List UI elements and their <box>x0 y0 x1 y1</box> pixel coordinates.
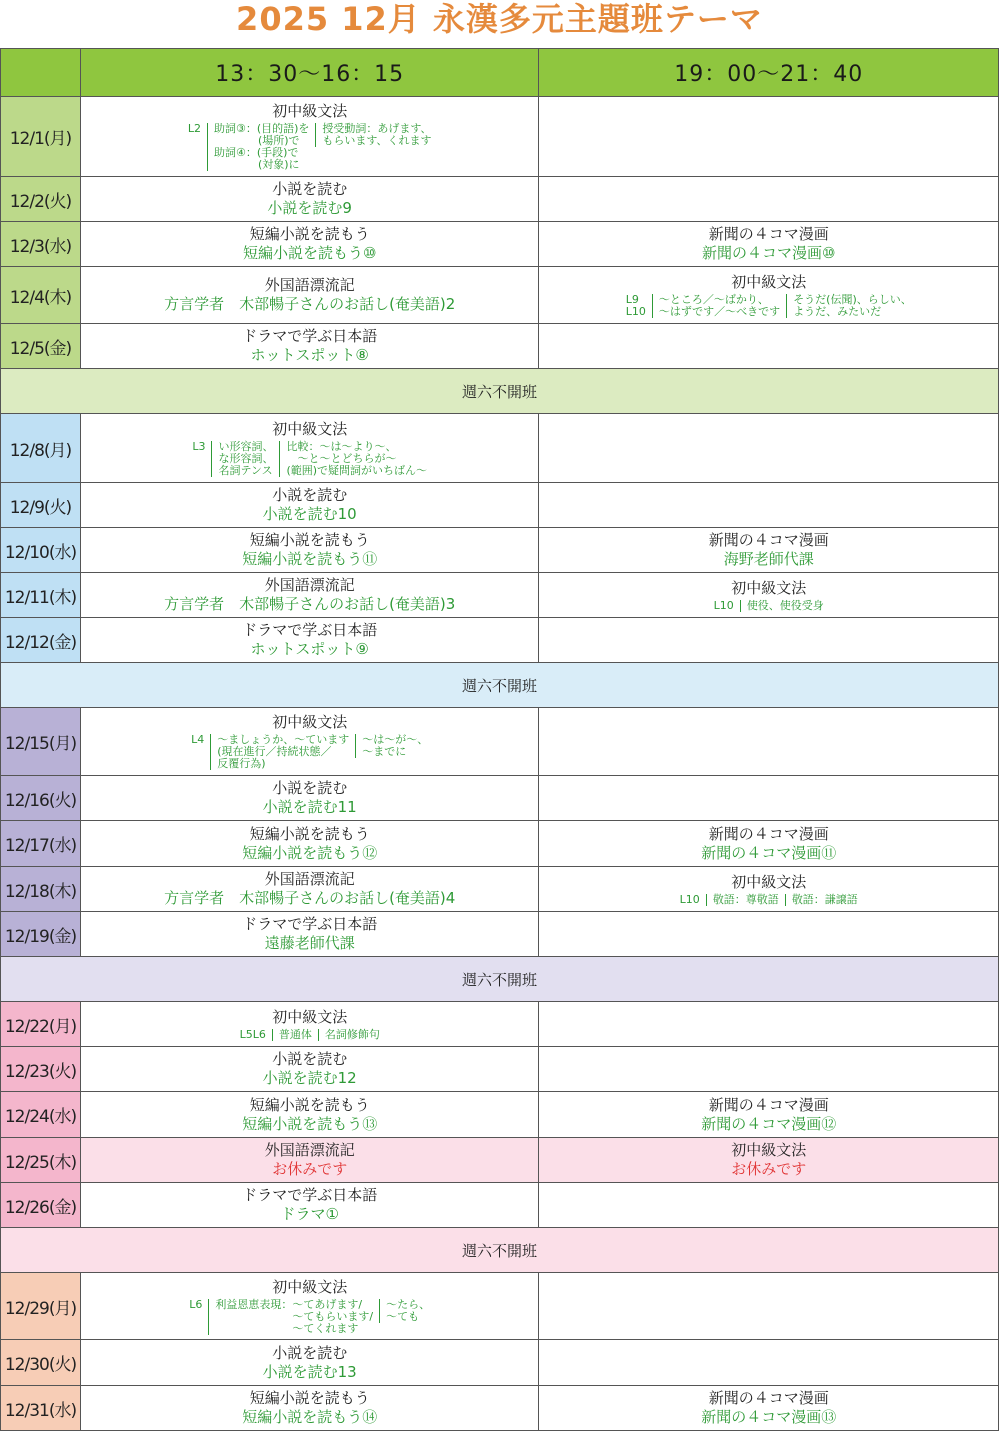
table-row <box>1 1386 999 1431</box>
class-subtitle: 小説を読む10 <box>262 505 357 523</box>
class-subtitle: 短編小説を読もう⑩ <box>242 244 377 262</box>
grammar-lesson: L9 L10 <box>625 292 646 318</box>
date-cell: 12/5(金) <box>1 324 81 368</box>
grammar-topic: そうだ(伝聞)、らしい、 ようだ、みたいだ <box>786 294 918 318</box>
class-title: 短編小説を読もう <box>249 1095 370 1114</box>
class-title: 初中級文法 <box>272 419 348 438</box>
afternoon-cell <box>81 1386 540 1430</box>
class-subtitle: 短編小説を読もう⑫ <box>242 843 378 862</box>
grammar-lesson: L4 <box>191 733 205 746</box>
grammar-lesson: L2 <box>187 122 201 135</box>
table-row <box>1 1092 999 1138</box>
class-subtitle: 小説を読む11 <box>262 798 357 816</box>
afternoon-cell <box>81 821 540 866</box>
evening-cell <box>539 618 999 662</box>
class-subtitle: ホットスポット⑨ <box>250 640 369 658</box>
grammar-notes <box>186 441 433 477</box>
grammar-topic: 〜たら、 〜ても <box>379 1299 436 1323</box>
grammar-topic: 敬語：謙譲語 <box>785 894 864 906</box>
table-row <box>1 867 999 912</box>
table-header <box>1 49 999 97</box>
evening-cell <box>539 573 999 617</box>
closed-row <box>1 369 999 414</box>
evening-cell <box>539 324 999 368</box>
afternoon-cell <box>81 776 540 820</box>
afternoon-cell <box>81 1183 540 1227</box>
header-afternoon: 13：30〜16：15 <box>81 49 540 96</box>
class-subtitle: 小説を読む13 <box>262 1362 357 1381</box>
grammar-notes <box>674 894 864 906</box>
grammar-topic: 敬語：尊敬語 <box>706 894 785 906</box>
class-title: 外国語漂流記 <box>264 870 355 888</box>
table-row <box>1 1047 999 1092</box>
afternoon-cell <box>81 1047 540 1091</box>
evening-cell <box>539 483 999 527</box>
class-subtitle: ドラマ① <box>280 1205 339 1223</box>
class-title: 新聞の４コマ漫画 <box>708 824 829 843</box>
schedule-table <box>0 48 999 1431</box>
date-cell: 12/26(金) <box>1 1183 81 1227</box>
date-cell: 12/18(木) <box>1 867 81 911</box>
class-subtitle: 小説を読む9 <box>267 199 352 217</box>
date-cell: 12/11(木) <box>1 573 81 617</box>
grammar-lesson: L3 <box>192 439 206 453</box>
table-row <box>1 1002 999 1047</box>
table-row <box>1 414 999 483</box>
class-title: 小説を読む <box>272 1343 348 1362</box>
class-title: 新聞の４コマ漫画 <box>708 1095 829 1114</box>
afternoon-cell <box>81 528 540 572</box>
evening-cell <box>539 912 999 956</box>
class-title: 小説を読む <box>272 779 348 797</box>
evening-cell <box>539 1386 999 1430</box>
grammar-notes <box>708 600 830 612</box>
date-cell: 12/4(木) <box>1 267 81 323</box>
table-row <box>1 1183 999 1228</box>
class-title: 短編小説を読もう <box>249 1389 370 1407</box>
date-cell: 12/23(火) <box>1 1047 81 1091</box>
header-corner <box>1 49 81 96</box>
date-cell: 12/30(火) <box>1 1340 81 1385</box>
table-row <box>1 821 999 867</box>
date-cell: 12/2(火) <box>1 177 81 221</box>
class-title: 短編小説を読もう <box>249 225 370 243</box>
class-title: ドラマで学ぶ日本語 <box>242 1186 378 1204</box>
class-subtitle: 新聞の４コマ漫画⑩ <box>702 244 836 262</box>
class-title: ドラマで学ぶ日本語 <box>242 915 378 933</box>
afternoon-cell <box>81 97 540 176</box>
class-subtitle: 新聞の４コマ漫画⑪ <box>701 843 837 862</box>
date-cell: 12/29(月) <box>1 1273 81 1339</box>
class-subtitle: 海野老師代課 <box>723 550 814 568</box>
table-row <box>1 177 999 222</box>
date-cell: 12/31(水) <box>1 1386 81 1430</box>
grammar-lesson: L10 <box>713 598 734 612</box>
date-cell: 12/17(水) <box>1 821 81 866</box>
afternoon-cell <box>81 414 540 482</box>
date-cell: 12/3(水) <box>1 222 81 266</box>
class-title: 新聞の４コマ漫画 <box>708 225 829 243</box>
class-title: 外国語漂流記 <box>264 276 355 294</box>
class-title: 短編小説を読もう <box>249 824 370 843</box>
evening-cell <box>539 1340 999 1385</box>
afternoon-cell <box>81 867 540 911</box>
page-title: 2025 12月 永漢多元主題班テーマ <box>236 0 763 38</box>
class-subtitle: 遠藤老師代課 <box>264 934 355 952</box>
class-subtitle: 新聞の４コマ漫画⑬ <box>701 1408 837 1426</box>
table-row <box>1 912 999 957</box>
class-subtitle: 短編小説を読もう⑪ <box>242 550 378 568</box>
grammar-notes <box>182 123 438 171</box>
table-row <box>1 1273 999 1340</box>
afternoon-cell <box>81 1138 540 1182</box>
date-cell: 12/12(金) <box>1 618 81 662</box>
saturday-closed-label: 週六不開班 <box>1 1228 999 1272</box>
afternoon-cell <box>81 324 540 368</box>
date-cell: 12/19(金) <box>1 912 81 956</box>
evening-cell <box>539 1273 999 1339</box>
date-cell: 12/1(月) <box>1 97 81 176</box>
grammar-notes <box>185 734 434 770</box>
class-subtitle: 短編小説を読もう⑬ <box>242 1114 378 1133</box>
class-title: 初中級文法 <box>272 102 348 120</box>
class-subtitle: 新聞の４コマ漫画⑫ <box>701 1114 837 1133</box>
holiday-notice: お休みです <box>272 1160 348 1178</box>
grammar-topic: 〜ましょうか、〜ています (現在進行／持続状態／ 反覆行為) <box>210 734 355 770</box>
date-cell: 12/22(月) <box>1 1002 81 1046</box>
grammar-notes <box>234 1029 386 1041</box>
afternoon-cell <box>81 708 540 775</box>
grammar-topic: い形容詞、 な形容詞、 名詞テンス <box>211 441 279 477</box>
afternoon-cell <box>81 573 540 617</box>
afternoon-cell <box>81 1340 540 1385</box>
class-title: 外国語漂流記 <box>264 576 355 594</box>
class-title: 初中級文法 <box>731 872 807 891</box>
class-title: 小説を読む <box>272 180 348 198</box>
grammar-lesson: L10 <box>679 892 700 906</box>
table-row <box>1 708 999 776</box>
grammar-topic: 授受動詞：あげます、 もらいます、くれます <box>315 123 437 147</box>
class-title: 初中級文法 <box>272 713 348 731</box>
table-row <box>1 483 999 528</box>
date-cell: 12/15(月) <box>1 708 81 775</box>
grammar-topic: 利益恩恵表現：〜てあげます/ 〜てもらいます/ 〜てくれます <box>208 1299 379 1335</box>
grammar-lesson: L5L6 <box>239 1027 266 1041</box>
evening-cell <box>539 177 999 221</box>
evening-cell <box>539 1002 999 1046</box>
class-title: 小説を読む <box>272 486 348 504</box>
grammar-topic: 普通体 <box>272 1029 318 1041</box>
saturday-closed-label: 週六不開班 <box>1 957 999 1001</box>
class-subtitle: 方言学者 木部暢子さんのお話し(奄美語)2 <box>164 295 456 313</box>
table-row <box>1 1340 999 1386</box>
grammar-notes <box>183 1299 436 1335</box>
class-title: 初中級文法 <box>272 1277 348 1296</box>
date-cell: 12/10(水) <box>1 528 81 572</box>
evening-cell <box>539 414 999 482</box>
afternoon-cell <box>81 177 540 221</box>
class-title: 初中級文法 <box>731 272 807 291</box>
saturday-closed-label: 週六不開班 <box>1 663 999 707</box>
class-title: ドラマで学ぶ日本語 <box>242 327 378 345</box>
afternoon-cell <box>81 222 540 266</box>
afternoon-cell <box>81 1273 540 1339</box>
grammar-topic: 名詞修飾句 <box>318 1029 386 1041</box>
evening-cell <box>539 821 999 866</box>
grammar-topic: 比較：〜は〜より〜、 〜と〜とどちらが〜 (範囲)で疑問詞がいちばん〜 <box>279 441 433 477</box>
date-cell: 12/24(水) <box>1 1092 81 1137</box>
class-subtitle: 小説を読む12 <box>262 1069 357 1087</box>
afternoon-cell <box>81 1002 540 1046</box>
table-row <box>1 97 999 177</box>
closed-row <box>1 957 999 1002</box>
evening-cell <box>539 1183 999 1227</box>
afternoon-cell <box>81 483 540 527</box>
grammar-notes <box>620 294 918 318</box>
class-title: 新聞の４コマ漫画 <box>708 531 829 549</box>
evening-cell <box>539 267 999 323</box>
evening-cell <box>539 1092 999 1137</box>
evening-cell <box>539 1047 999 1091</box>
grammar-topic: 使役、使役受身 <box>740 600 830 612</box>
saturday-closed-label: 週六不開班 <box>1 369 999 413</box>
header-evening: 19：00〜21：40 <box>539 49 999 96</box>
grammar-topic: 〜ところ／〜ばかり、 〜はずです／〜べきです <box>652 294 786 318</box>
closed-row <box>1 1228 999 1273</box>
table-row <box>1 267 999 324</box>
class-title: 新聞の４コマ漫画 <box>708 1389 829 1407</box>
table-row <box>1 222 999 267</box>
table-row <box>1 1138 999 1183</box>
evening-cell <box>539 867 999 911</box>
holiday-notice: お休みです <box>731 1160 807 1178</box>
class-subtitle: 方言学者 木部暢子さんのお話し(奄美語)3 <box>164 595 456 613</box>
afternoon-cell <box>81 1092 540 1137</box>
evening-cell <box>539 97 999 176</box>
class-title: ドラマで学ぶ日本語 <box>242 621 378 639</box>
table-row <box>1 324 999 369</box>
evening-cell <box>539 776 999 820</box>
table-row <box>1 528 999 573</box>
afternoon-cell <box>81 912 540 956</box>
class-title: 初中級文法 <box>731 1141 807 1159</box>
class-title: 外国語漂流記 <box>264 1141 355 1159</box>
evening-cell <box>539 222 999 266</box>
table-row <box>1 776 999 821</box>
date-cell: 12/25(木) <box>1 1138 81 1182</box>
grammar-lesson: L6 <box>189 1297 203 1311</box>
table-row <box>1 618 999 663</box>
date-cell: 12/8(月) <box>1 414 81 482</box>
date-cell: 12/9(火) <box>1 483 81 527</box>
table-row <box>1 573 999 618</box>
class-subtitle: 短編小説を読もう⑭ <box>242 1408 378 1426</box>
grammar-topic: 助詞③：(目的語)を (場所)で 助詞④：(手段)で (対象)に <box>207 123 315 171</box>
class-title: 小説を読む <box>272 1050 348 1068</box>
class-subtitle: 方言学者 木部暢子さんのお話し(奄美語)4 <box>164 889 456 907</box>
afternoon-cell <box>81 267 540 323</box>
class-title: 初中級文法 <box>272 1007 348 1026</box>
evening-cell <box>539 528 999 572</box>
grammar-topic: 〜は〜が〜、 〜までに <box>355 734 434 758</box>
afternoon-cell <box>81 618 540 662</box>
evening-cell <box>539 1138 999 1182</box>
class-title: 初中級文法 <box>731 578 807 597</box>
class-subtitle: ホットスポット⑧ <box>250 346 369 364</box>
evening-cell <box>539 708 999 775</box>
closed-row <box>1 663 999 708</box>
class-title: 短編小説を読もう <box>249 531 370 549</box>
date-cell: 12/16(火) <box>1 776 81 820</box>
